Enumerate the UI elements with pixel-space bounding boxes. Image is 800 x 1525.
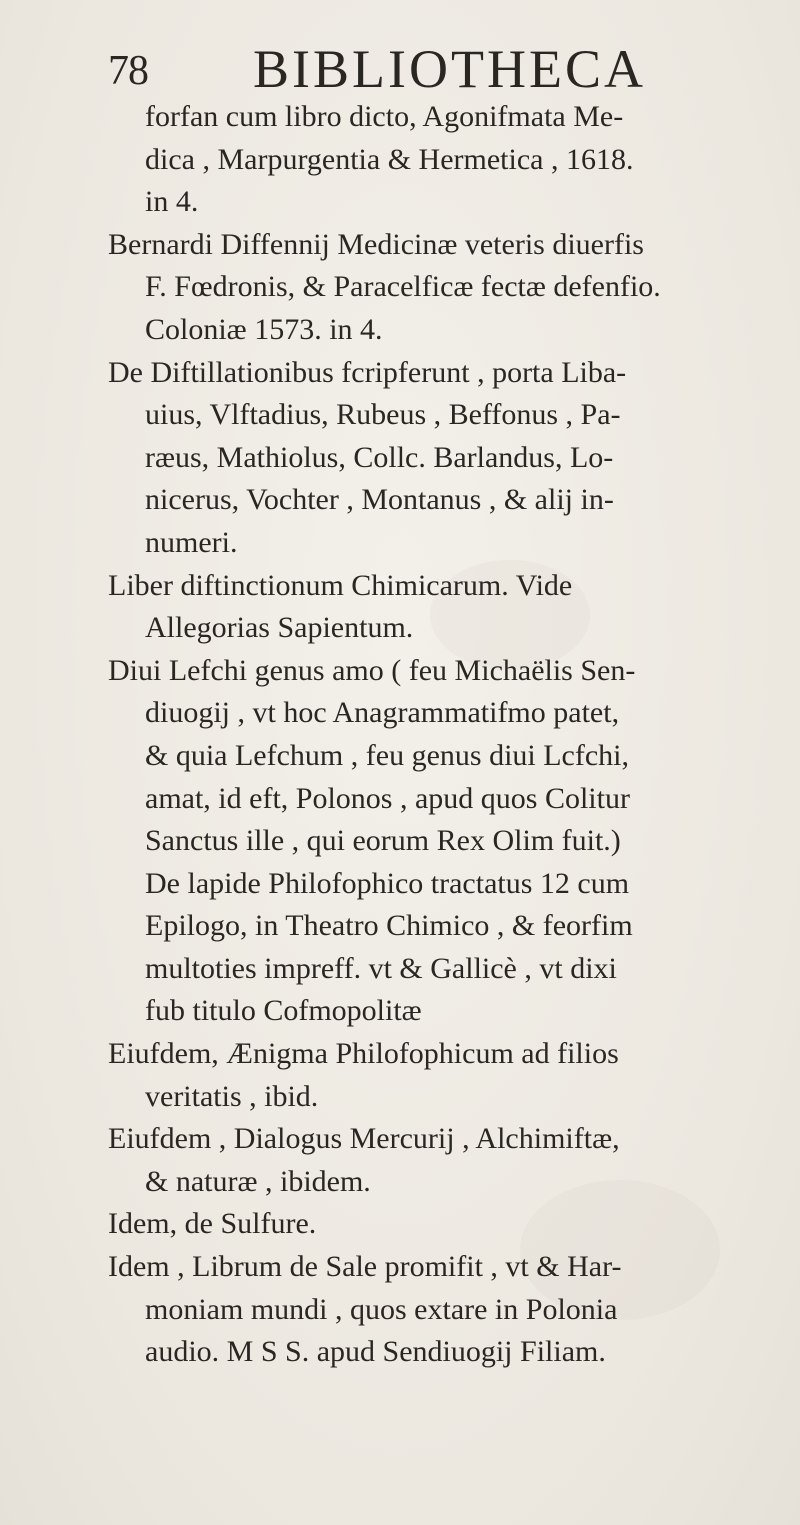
entry-continuation-line: F. Fœdronis, & Paracelficæ fectæ defenfio. <box>145 270 661 304</box>
entry-continuation-line: & naturæ , ibidem. <box>145 1164 371 1198</box>
entry-first-line: Eiufdem , Dialogus Mercurij , Alchimiftæ, <box>108 1122 620 1156</box>
entry-continuation-line: diuogij , vt hoc Anagrammatifmo patet, <box>145 696 620 730</box>
page-header <box>108 36 728 99</box>
entry-first-line: Idem , Librum de Sale promifit , vt & Har- <box>108 1250 622 1284</box>
entry-continuation-line: veritatis , ibid. <box>145 1079 319 1113</box>
entry-continuation-line: multoties impreff. vt & Gallicè , vt dixi <box>145 951 617 985</box>
entry-continuation-line: ræus, Mathiolus, Collc. Barlandus, Lo- <box>145 440 614 474</box>
entry-continuation-line: moniam mundi , quos extare in Polonia <box>145 1292 618 1326</box>
entry-continuation-line: forfan cum libro dicto, Agonifmata Me- <box>145 100 624 133</box>
entry-continuation-line: audio. M S S. apud Sendiuogij Filiam. <box>145 1335 606 1369</box>
entry-first-line: Idem, de Sulfure. <box>108 1207 317 1241</box>
entry-continuation-line: numeri. <box>145 525 238 559</box>
entry-continuation-line: Coloniæ 1573. in 4. <box>145 312 383 346</box>
entry-continuation-line: De lapide Philofophico tractatus 12 cum <box>145 866 630 900</box>
entry-continuation-line: & quia Lefchum , feu genus diui Lcfchi, <box>145 738 630 772</box>
entry-first-line: Bernardi Diffennij Medicinæ veteris diuerfis <box>108 227 644 261</box>
entry-first-line: Diui Lefchi genus amo ( feu Michaëlis Sen- <box>108 653 636 687</box>
entry-continuation-line: Sanctus ille , qui eorum Rex Olim fuit.) <box>145 824 621 858</box>
entry-first-line: De Diftillationibus fcripferunt , porta Liba- <box>108 355 627 389</box>
running-title: BIBLIOTHECA <box>253 39 646 99</box>
entry-continuation-line: uius, Vlftadius, Rubeus , Beffonus , Pa- <box>145 398 621 432</box>
entry-continuation-line: in 4. <box>145 185 199 219</box>
page-number: 78 <box>108 48 148 94</box>
entry-continuation-line: nicerus, Vochter , Montanus , & alij in- <box>145 483 614 517</box>
entry-first-line: Liber diftinctionum Chimicarum. Vide <box>108 568 573 602</box>
entry-first-line: Eiufdem, Ænigma Philofophicum ad filios <box>108 1037 619 1071</box>
entry-continuation-line: dica , Marpurgentia & Hermetica , 1618. <box>145 142 634 176</box>
bibliography-entries <box>108 96 798 1374</box>
entry-continuation-line: Allegorias Sapientum. <box>145 611 414 645</box>
entry-continuation-line: Epilogo, in Theatro Chimico , & feorfim <box>145 909 633 943</box>
entry-continuation-line: amat, id eft, Polonos , apud quos Colitur <box>145 781 630 815</box>
entry-continuation-line: fub titulo Cofmopolitæ <box>145 994 422 1028</box>
